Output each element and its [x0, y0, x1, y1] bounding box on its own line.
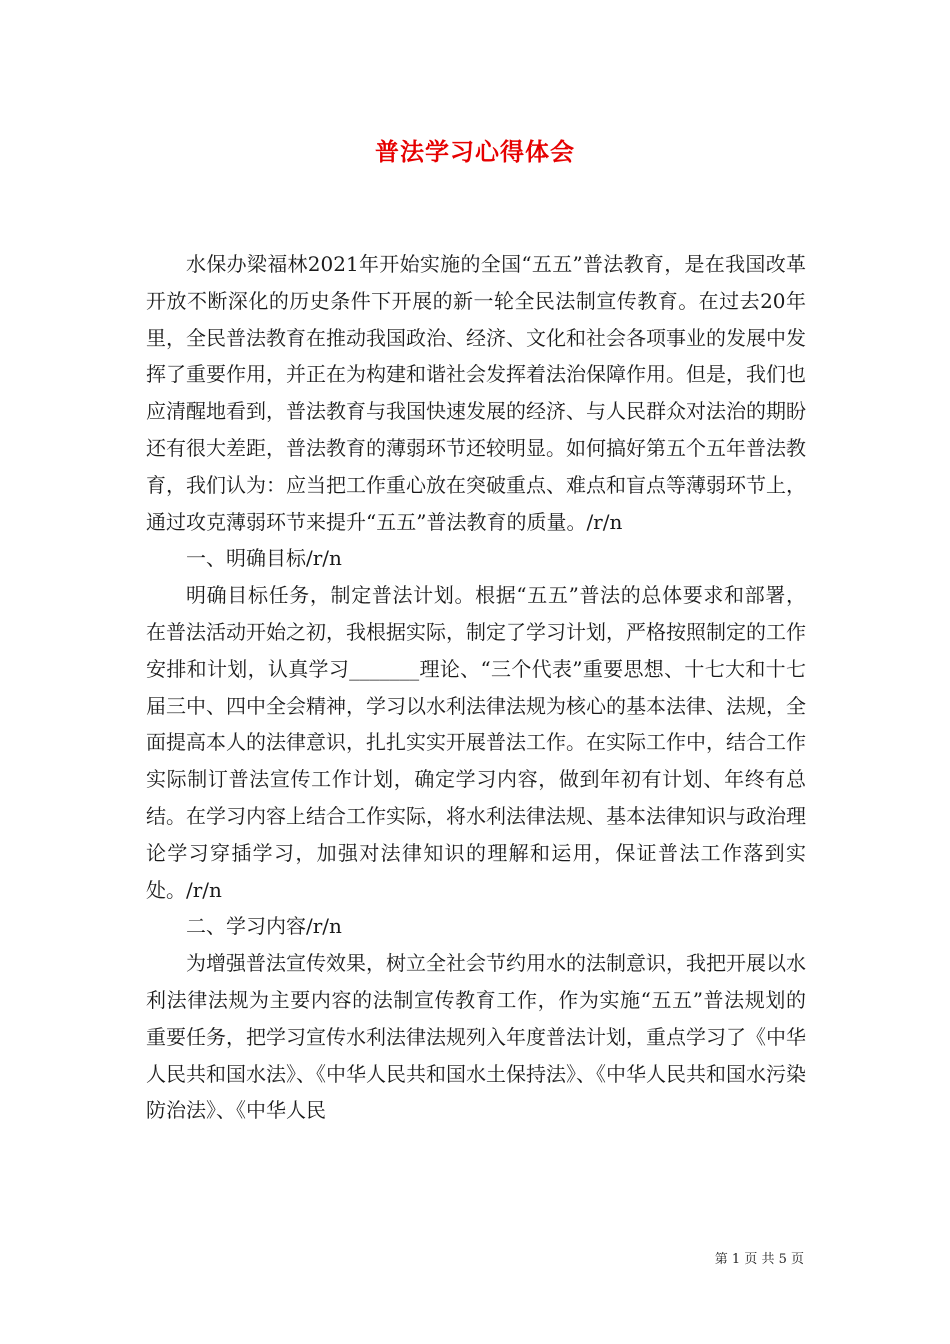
paragraph-content: 为增强普法宣传效果，树立全社会节约用水的法制意识，我把开展以水利法律法规为主要内容的法制宣传教育工作，作为实施“五五”普法规划的重要任务，把学习宣传水利法律法规列入年度普法计划，重点学习了《中华人民共和国水法》、《中华人民共和国水土保持法》、《中华人民共和国水污染防治法》、《中华人民: [146, 951, 806, 1123]
page-number-footer: 第 1 页 共 5 页: [714, 1252, 804, 1267]
paragraph-intro: 水保办梁福林2021年开始实施的全国“五五”普法教育，是在我国改革开放不断深化的历史条件下开展的新一轮全民法制宣传教育。在过去20年里，全民普法教育在推动我国政治、经济、文化和社会各项事业的发展中发挥了重要作用，并正在为构建和谐社会发挥着法治保障作用。但是，我们也应清醒地看到，普法教育与我国快速发展的经济、与人民群众对法治的期盼还有很大差距，普法教育的薄弱环节还较明显。如何搞好第五个五年普法教育，我们认为：应当把工作重心放在突破重点、难点和盲点等薄弱环节上，通过攻克薄弱环节来提升“五五”普法教育的质量。/r/n: [146, 252, 806, 534]
document-title: 普法学习心得体会: [375, 137, 575, 166]
section-heading-goals: 一、明确目标/r/n: [186, 546, 342, 571]
section-heading-content: 二、学习内容/r/n: [186, 914, 342, 939]
document-body: [146, 246, 806, 1129]
paragraph-goals: 明确目标任务，制定普法计划。根据“五五”普法的总体要求和部署，在普法活动开始之初，我根据实际，制定了学习计划，严格按照制定的工作安排和计划，认真学习_______理论、“三个代表”重要思想、十七大和十七届三中、四中全会精神，学习以水利法律法规为核心的基本法律、法规，全面提高本人的法律意识，扎扎实实开展普法工作。在实际工作中，结合工作实际制订普法宣传工作计划，确定学习内容，做到年初有计划、年终有总结。在学习内容上结合工作实际，将水利法律法规、基本法律知识与政治理论学习穿插学习，加强对法律知识的理解和运用，保证普法工作落到实处。/r/n: [146, 583, 806, 902]
